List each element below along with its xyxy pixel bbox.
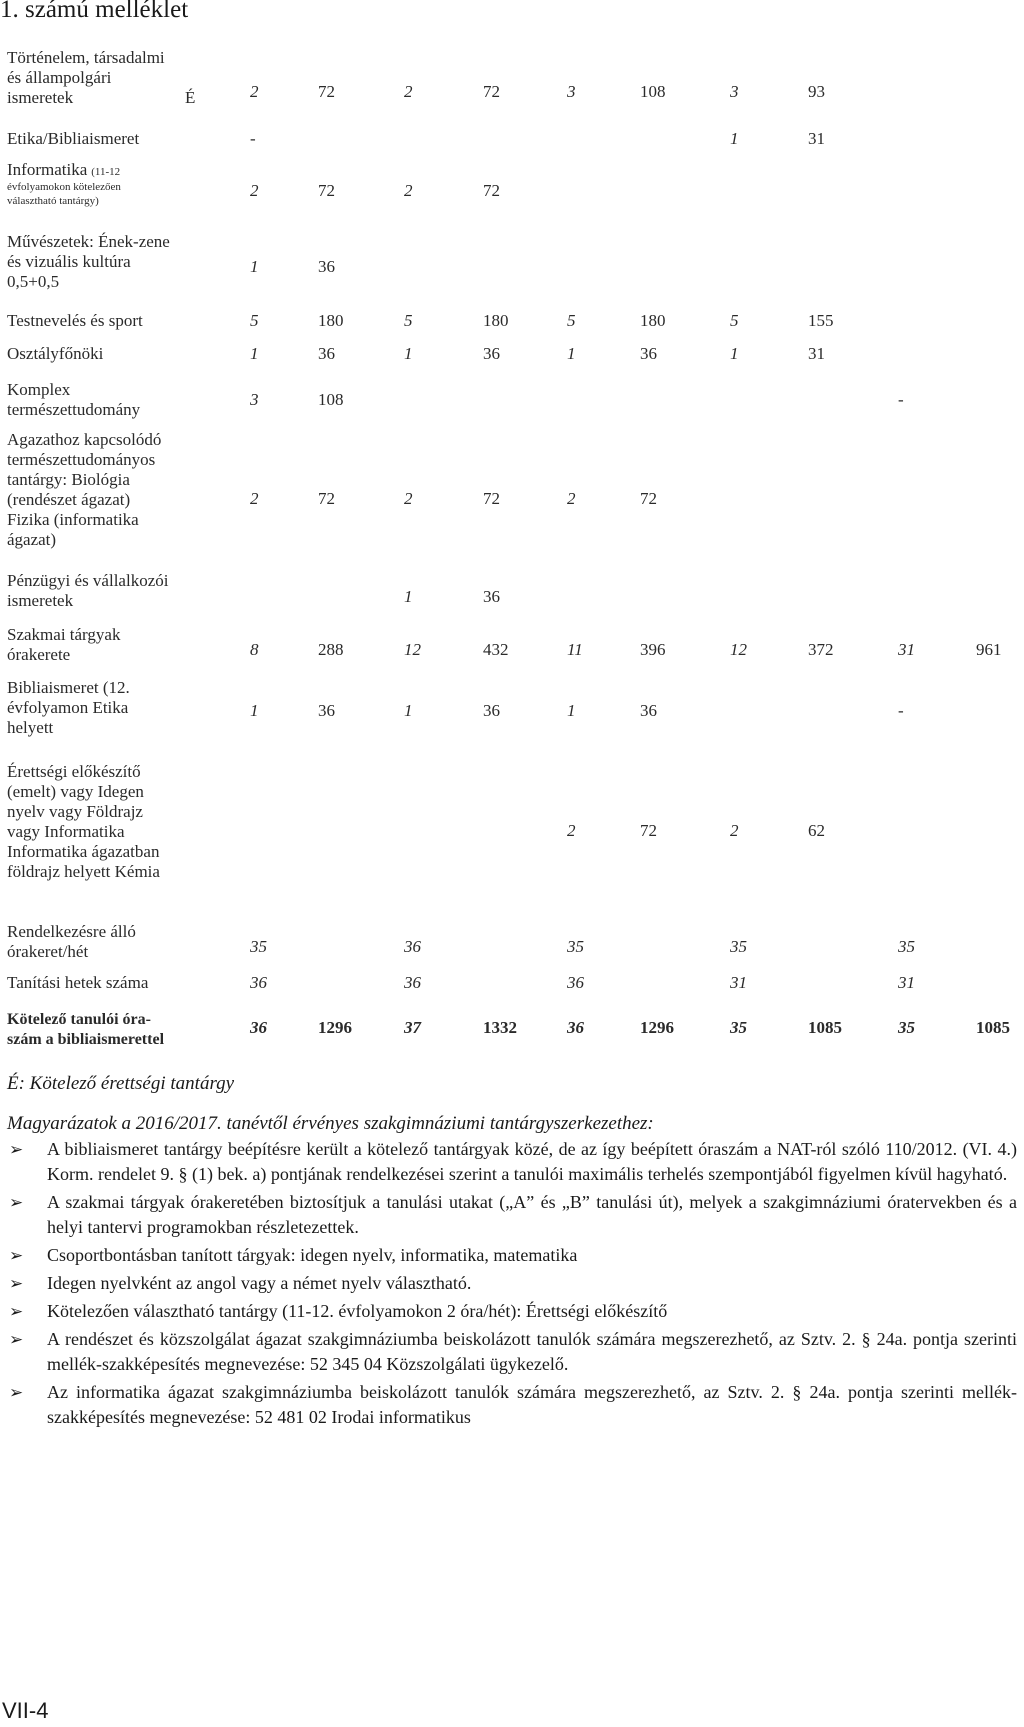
weekly-hours-cell: 8 [250, 640, 259, 659]
row-label-line: Informatika (11-12 [7, 160, 121, 179]
note-item [7, 1243, 1017, 1268]
row-label [7, 129, 207, 149]
note-text: Az informatika ágazat szakgimnáziumba beiskolázott tanulók számára megszerezhető, az Sztv. 2. § 24a. pontja szerinti mellék-szakképesítés megnevezése: 52 481 02 Irodai informatikus [47, 1382, 1017, 1427]
yearly-hours-cell: 372 [808, 640, 834, 659]
row-label [7, 1010, 207, 1050]
weekly-hours-cell: 36 [404, 937, 421, 956]
yearly-hours-cell: 180 [483, 311, 509, 330]
row-label-line: (rendészet ágazat) [7, 490, 131, 509]
row-label [7, 380, 207, 420]
row-label [7, 678, 207, 738]
weekly-hours-cell: 35 [567, 937, 584, 956]
yearly-hours-cell: 62 [808, 821, 825, 840]
yearly-hours-cell: 31 [808, 344, 825, 363]
note-text: A rendészet és közszolgálat ágazat szakgimnáziumba beiskolázott tanulók számára megszerezhető, az Sztv. 2. § 24a. pontja szerinti mellék-szakképesítés megnevezése: 52 345 04 Közszolgálati ügykezelő. [47, 1329, 1017, 1374]
row-label-line: természettudomány [7, 400, 141, 419]
note-item [7, 1271, 1017, 1296]
weekly-hours-cell: 5 [730, 311, 739, 330]
row-label-line: órakerete [7, 645, 71, 664]
note-text: A szakmai tárgyak órakeretében biztosítjuk a tanulási utakat („A” és „B” tanulási út), melyek a szakgimnáziumi óratervekben és a helyi tantervi programokban részletezettek. [47, 1192, 1017, 1237]
yearly-hours-cell: 72 [318, 181, 335, 200]
row-label-note: választható tantárgy) [7, 195, 99, 207]
weekly-hours-cell: 1 [404, 344, 413, 363]
notes-list [7, 1137, 1017, 1433]
yearly-hours-cell: 36 [483, 344, 500, 363]
row-label-line: Komplex [7, 380, 71, 399]
row-label-line: Bibliaismeret (12. [7, 678, 130, 697]
weekly-hours-cell: 12 [730, 640, 747, 659]
weekly-hours-cell: 31 [898, 973, 915, 992]
arrow-bullet-icon: ➢ [9, 1140, 24, 1159]
yearly-hours-cell: 1332 [483, 1018, 517, 1037]
weekly-hours-cell: 2 [404, 489, 413, 508]
row-label-line: Szakmai tárgyak [7, 625, 121, 644]
arrow-bullet-icon: ➢ [9, 1302, 24, 1321]
row-label-note: évfolyamokon kötelezően [7, 181, 121, 193]
weekly-hours-cell: 31 [730, 973, 747, 992]
note-text: A bibliaismeret tantárgy beépítésre került a kötelező tantárgyak közé, de az így beépített óraszám a NAT-ról szóló 110/2012. (VI. 4.) Korm. rendelet 9. § (1) bek. a) pontjának rendelkezései szerint a tanulói maximális terhelés szempontjából figyelmen kívül hagyható. [47, 1139, 1017, 1184]
yearly-hours-cell: 396 [640, 640, 666, 659]
weekly-hours-cell: 36 [567, 973, 584, 992]
weekly-hours-cell: 1 [250, 257, 259, 276]
yearly-hours-cell: 72 [640, 821, 657, 840]
weekly-hours-cell: 12 [404, 640, 421, 659]
row-label-line: Történelem, társadalmi [7, 48, 165, 67]
yearly-hours-cell: 36 [318, 701, 335, 720]
weekly-hours-cell: 1 [730, 344, 739, 363]
weekly-hours-cell: 2 [567, 489, 576, 508]
row-label-line: Rendelkezésre álló [7, 922, 136, 941]
row-label [7, 311, 207, 331]
weekly-hours-cell: 37 [404, 1018, 421, 1037]
yearly-hours-cell: 108 [318, 390, 344, 409]
yearly-hours-cell: 72 [483, 181, 500, 200]
weekly-hours-cell: 1 [250, 344, 259, 363]
row-label-line: ismeretek [7, 591, 74, 610]
yearly-hours-cell: 155 [808, 311, 834, 330]
weekly-hours-cell: 1 [404, 587, 413, 606]
yearly-hours-cell: 1085 [808, 1018, 842, 1037]
weekly-hours-cell: - [898, 701, 904, 720]
yearly-hours-cell: 72 [640, 489, 657, 508]
weekly-hours-cell: 1 [730, 129, 739, 148]
row-label-line: Tanítási hetek száma [7, 973, 149, 992]
page-number: VII-4 [2, 1698, 49, 1723]
yearly-hours-cell: 72 [318, 82, 335, 101]
weekly-hours-cell: 5 [250, 311, 259, 330]
yearly-hours-cell: 1296 [640, 1018, 674, 1037]
arrow-bullet-icon: ➢ [9, 1274, 24, 1293]
weekly-hours-cell: 2 [250, 82, 259, 101]
weekly-hours-cell: 2 [404, 181, 413, 200]
notes-title: Magyarázatok a 2016/2017. tanévtől érvényes szakgimnáziumi tantárgyszerkezethez: [7, 1113, 654, 1134]
yearly-hours-cell: 36 [640, 344, 657, 363]
yearly-hours-cell: 31 [808, 129, 825, 148]
arrow-bullet-icon: ➢ [9, 1246, 24, 1265]
arrow-bullet-icon: ➢ [9, 1330, 24, 1349]
row-label-line: természettudományos [7, 450, 156, 469]
row-label-line: Fizika (informatika [7, 510, 139, 529]
row-label [7, 48, 207, 108]
row-label-line: földrajz helyett Kémia [7, 862, 160, 881]
row-label-line: és állampolgári [7, 68, 112, 87]
row-label-line: helyett [7, 718, 54, 737]
yearly-hours-cell: 288 [318, 640, 344, 659]
row-label-line: Pénzügyi és vállalkozói [7, 571, 169, 590]
row-label [7, 430, 207, 550]
yearly-hours-cell: 1296 [318, 1018, 352, 1037]
page-title: 1. számú melléklet [0, 0, 189, 23]
weekly-hours-cell: 2 [404, 82, 413, 101]
weekly-hours-cell: 35 [898, 937, 915, 956]
weekly-hours-cell: 2 [567, 821, 576, 840]
yearly-hours-cell: 36 [483, 587, 500, 606]
weekly-hours-cell: 5 [567, 311, 576, 330]
row-label-line: szám a bibliaismerettel [7, 1031, 165, 1048]
row-label-line: Agazathoz kapcsolódó [7, 430, 162, 449]
yearly-hours-cell: 432 [483, 640, 509, 659]
weekly-hours-cell: 36 [567, 1018, 584, 1037]
row-label-line: (emelt) vagy Idegen [7, 782, 144, 801]
row-label [7, 973, 207, 993]
yearly-hours-cell: 72 [318, 489, 335, 508]
weekly-hours-cell: 1 [250, 701, 259, 720]
note-item [7, 1380, 1017, 1430]
row-label-line: Kötelező tanulói óra- [7, 1011, 151, 1028]
weekly-hours-cell: 1 [567, 344, 576, 363]
note-text: Idegen nyelvként az angol vagy a német nyelv választható. [47, 1273, 472, 1293]
weekly-hours-cell: 36 [250, 973, 267, 992]
yearly-hours-cell: 180 [318, 311, 344, 330]
weekly-hours-cell: - [250, 129, 256, 148]
weekly-hours-cell: 11 [567, 640, 583, 659]
weekly-hours-cell: 31 [898, 640, 915, 659]
yearly-hours-cell: 180 [640, 311, 666, 330]
row-label-line: vagy Informatika [7, 822, 125, 841]
row-label [7, 232, 207, 292]
weekly-hours-cell: - [898, 390, 904, 409]
yearly-hours-cell: 93 [808, 82, 825, 101]
weekly-hours-cell: 1 [404, 701, 413, 720]
note-item [7, 1190, 1017, 1240]
row-label-line: Etika/Bibliaismeret [7, 129, 140, 148]
weekly-hours-cell: 35 [250, 937, 267, 956]
weekly-hours-cell: 5 [404, 311, 413, 330]
yearly-hours-cell: 1085 [976, 1018, 1010, 1037]
weekly-hours-cell: 36 [250, 1018, 267, 1037]
row-label-line: Osztályfőnöki [7, 344, 104, 363]
row-label-note: (11-12 [91, 166, 121, 178]
note-item [7, 1137, 1017, 1187]
row-label-line: Művészetek: Ének-zene [7, 232, 170, 251]
weekly-hours-cell: 36 [404, 973, 421, 992]
yearly-hours-cell: 72 [483, 82, 500, 101]
row-label [7, 922, 207, 962]
weekly-hours-cell: 35 [730, 1018, 747, 1037]
note-item [7, 1327, 1017, 1377]
note-item [7, 1299, 1017, 1324]
row-label [7, 762, 207, 882]
row-label-line: ágazat) [7, 530, 57, 549]
yearly-hours-cell: 36 [640, 701, 657, 720]
yearly-hours-cell: 961 [976, 640, 1002, 659]
weekly-hours-cell: 2 [250, 489, 259, 508]
weekly-hours-cell: 1 [567, 701, 576, 720]
yearly-hours-cell: 36 [483, 701, 500, 720]
yearly-hours-cell: 36 [318, 257, 335, 276]
arrow-bullet-icon: ➢ [9, 1383, 24, 1402]
row-label [7, 160, 207, 208]
row-label-line: nyelv vagy Földrajz [7, 802, 143, 821]
yearly-hours-cell: 36 [318, 344, 335, 363]
row-label-line: évfolyamon Etika [7, 698, 129, 717]
weekly-hours-cell: 2 [730, 821, 739, 840]
row-label-line: ismeretek É [7, 88, 196, 107]
note-text: Kötelezően választható tantárgy (11-12. évfolyamokon 2 óra/hét): Érettségi előkészítő [47, 1301, 668, 1321]
row-label [7, 344, 207, 364]
row-label [7, 571, 207, 611]
row-label-line: és vizuális kultúra [7, 252, 131, 271]
arrow-bullet-icon: ➢ [9, 1193, 24, 1212]
row-label-line: tantárgy: Biológia [7, 470, 130, 489]
weekly-hours-cell: 3 [567, 82, 576, 101]
weekly-hours-cell: 3 [730, 82, 739, 101]
required-exam-mark: É [185, 88, 196, 107]
row-label [7, 625, 207, 665]
row-label-line: Testnevelés és sport [7, 311, 143, 330]
row-label-line: órakeret/hét [7, 942, 89, 961]
weekly-hours-cell: 35 [898, 1018, 915, 1037]
row-label-line: Informatika ágazatban [7, 842, 160, 861]
row-label-line: 0,5+0,5 [7, 272, 60, 291]
note-text: Csoportbontásban tanított tárgyak: idegen nyelv, informatika, matematika [47, 1245, 578, 1265]
weekly-hours-cell: 3 [250, 390, 259, 409]
weekly-hours-cell: 35 [730, 937, 747, 956]
yearly-hours-cell: 72 [483, 489, 500, 508]
yearly-hours-cell: 108 [640, 82, 666, 101]
row-label-line: Érettségi előkészítő [7, 762, 141, 781]
legend: É: Kötelező érettségi tantárgy [7, 1073, 235, 1094]
weekly-hours-cell: 2 [250, 181, 259, 200]
